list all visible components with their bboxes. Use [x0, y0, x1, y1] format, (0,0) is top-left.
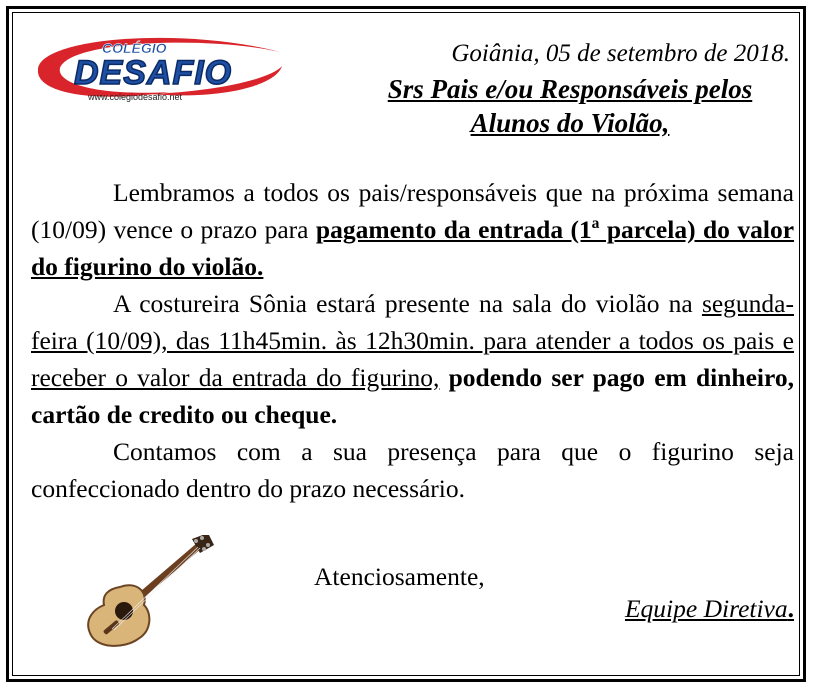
- school-logo: [30, 30, 288, 108]
- closing: Atenciosamente,: [314, 562, 485, 591]
- svg-text:COLÉGIO: COLÉGIO: [102, 40, 167, 56]
- paragraph-2-text: A costureira Sônia estará presente na sala do violão na: [113, 289, 702, 318]
- acoustic-guitar-icon: [82, 535, 222, 655]
- svg-text:DESAFIO: DESAFIO: [74, 54, 233, 92]
- payment-methods: podendo ser pago em dinheiro, cartão de credito ou cheque.: [31, 363, 794, 429]
- schedule-text: segunda-feira (10/09), das 11h45min. às 12h30min. para atender a todos os pais e receber o valor da entrada do figurino,: [31, 289, 794, 392]
- letter-date: Goiânia, 05 de setembro de 2018.: [451, 40, 790, 67]
- signature: [560, 594, 794, 624]
- salutation: [300, 72, 816, 140]
- paragraph-3: Contamos com a sua presença para que o figurino seja confeccionado dentro do prazo necessário.: [31, 437, 794, 503]
- signature-text: Equipe Diretiva: [624, 594, 788, 623]
- salutation-line-2: Alunos do Violão,: [470, 108, 670, 138]
- payment-notice: pagamento da entrada (1ª parcela) do valor do figurino do violão.: [31, 215, 795, 281]
- signature-period: .: [787, 594, 794, 623]
- letter-body: [31, 174, 794, 507]
- paragraph-1-text: Lembramos a todos os pais/responsáveis que na próxima semana (10/09) vence o prazo para: [31, 178, 794, 244]
- paragraph-2: [31, 285, 794, 433]
- paragraph-1: [31, 174, 794, 285]
- logo-url: www.colegiodesafio.net: [88, 92, 183, 102]
- salutation-line-1: Srs Pais e/ou Responsáveis pelos: [387, 74, 753, 104]
